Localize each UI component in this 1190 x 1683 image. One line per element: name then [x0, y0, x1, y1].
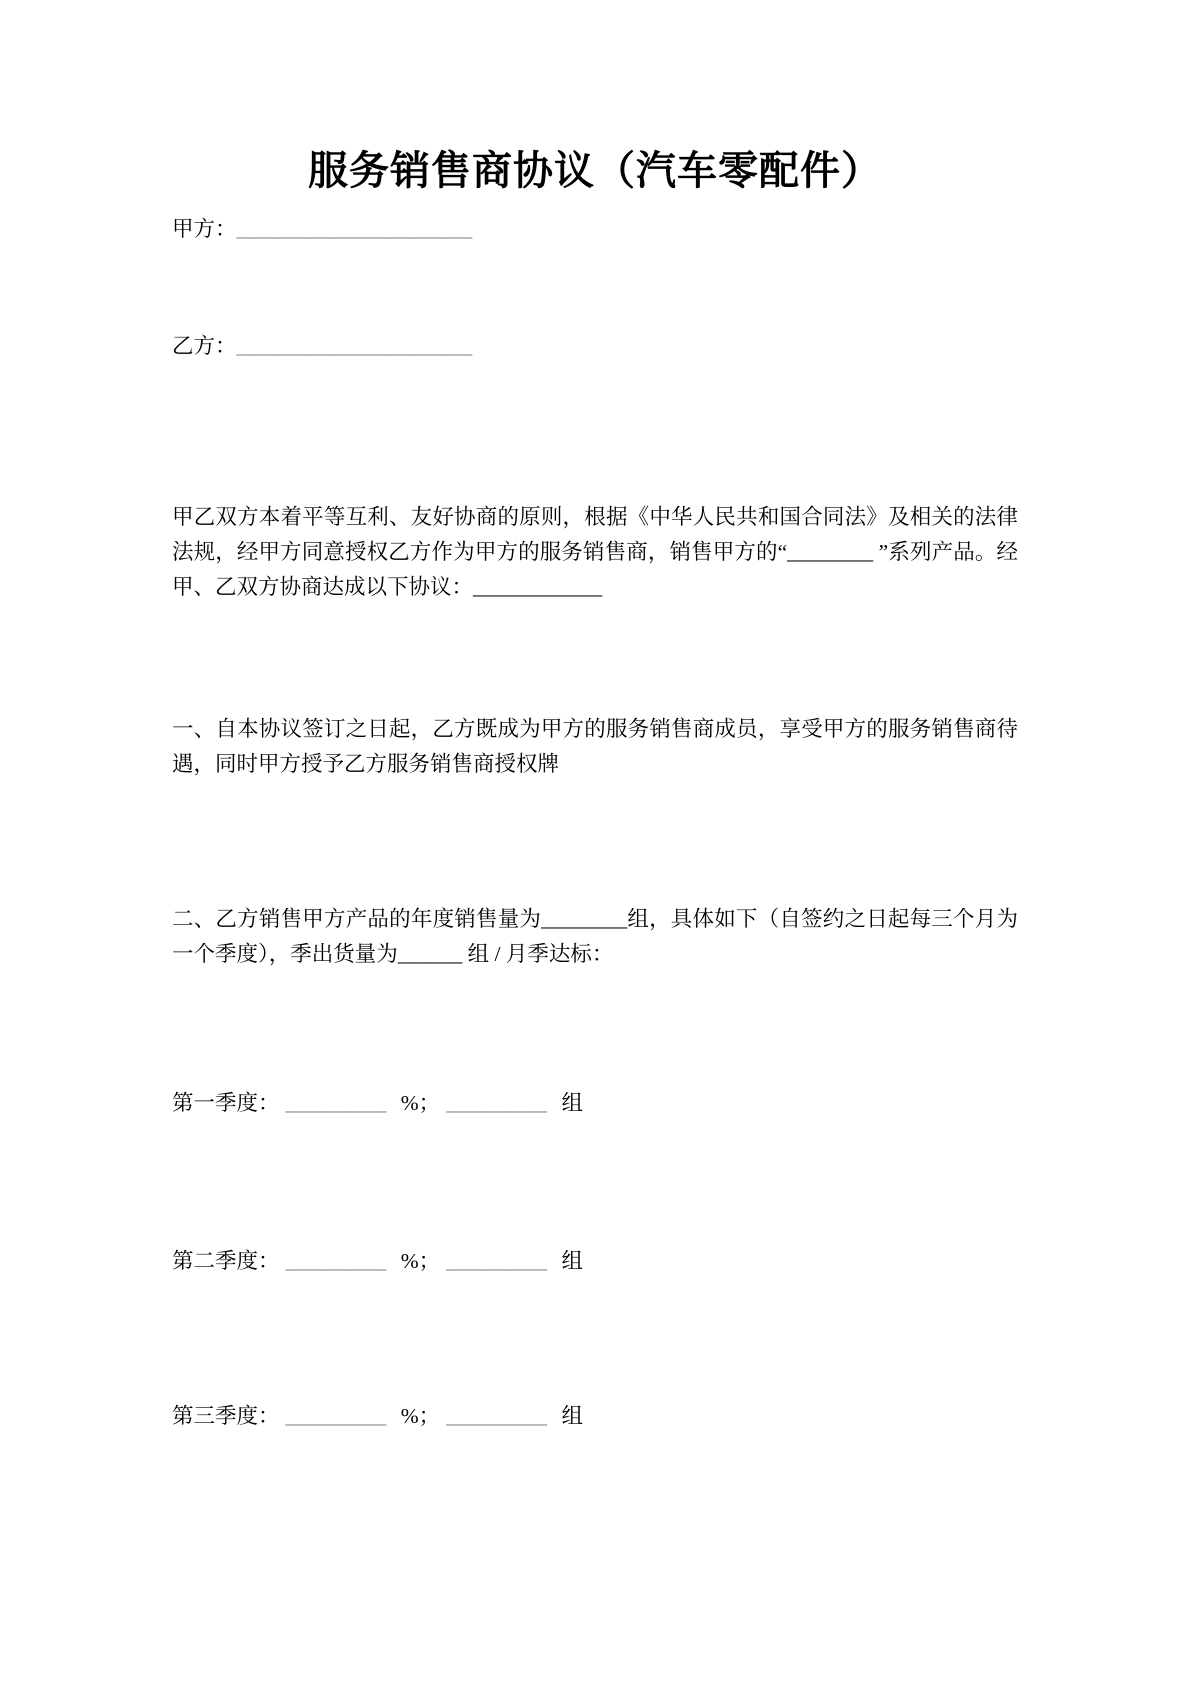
quarter-q3-label: 第三季度：: [172, 1404, 280, 1428]
party-a-line: [172, 212, 1018, 247]
quarter-q3-percent-blank: _________: [285, 1404, 387, 1428]
quarter-q3-quantity-unit: 组: [561, 1404, 583, 1428]
party-b-line: [172, 329, 1018, 364]
quarter-row-q1: [172, 1086, 1018, 1121]
document-title: 服务销售商协议（汽车零配件）: [308, 148, 882, 193]
quarter-row-q3: [172, 1399, 1018, 1434]
quarter-q1-quantity-unit: 组: [561, 1091, 583, 1115]
quarter-q2-percent-blank: _________: [285, 1249, 387, 1273]
clause-two-paragraph: 二、乙方销售甲方产品的年度销售量为________组，具体如下（自签约之日起每三个月为一个季度），季出货量为______ 组 / 月季达标：: [172, 907, 1018, 966]
quarter-q1-percent-unit: %；: [400, 1091, 441, 1115]
quarter-q2-quantity-unit: 组: [561, 1249, 583, 1273]
quarter-q1-quantity-blank: _________: [446, 1091, 548, 1115]
party-a-blank-line: _____________________: [236, 217, 473, 241]
quarter-row-q2: [172, 1244, 1018, 1279]
clause-one-paragraph: 一、自本协议签订之日起，乙方既成为甲方的服务销售商成员，享受甲方的服务销售商待遇，同时甲方授予乙方服务销售商授权牌: [172, 717, 1018, 776]
quarter-q1-percent-blank: _________: [285, 1091, 387, 1115]
intro-paragraph: 甲乙双方本着平等互利、友好协商的原则，根据《中华人民共和国合同法》及相关的法律法规，经甲方同意授权乙方作为甲方的服务销售商，销售甲方的“________ ”系列产品。经甲、乙双方协商达成以下协议：____________: [172, 505, 1018, 599]
quarter-q3-quantity-blank: _________: [446, 1404, 548, 1428]
party-a-label: 甲方：: [172, 217, 237, 241]
quarter-q1-label: 第一季度：: [172, 1091, 280, 1115]
quarter-q2-label: 第二季度：: [172, 1249, 280, 1273]
party-b-label: 乙方：: [172, 334, 237, 358]
quarter-q2-percent-unit: %；: [400, 1249, 441, 1273]
party-b-blank-line: _____________________: [236, 334, 473, 358]
quarter-q2-quantity-blank: _________: [446, 1249, 548, 1273]
quarter-q3-percent-unit: %；: [400, 1404, 441, 1428]
